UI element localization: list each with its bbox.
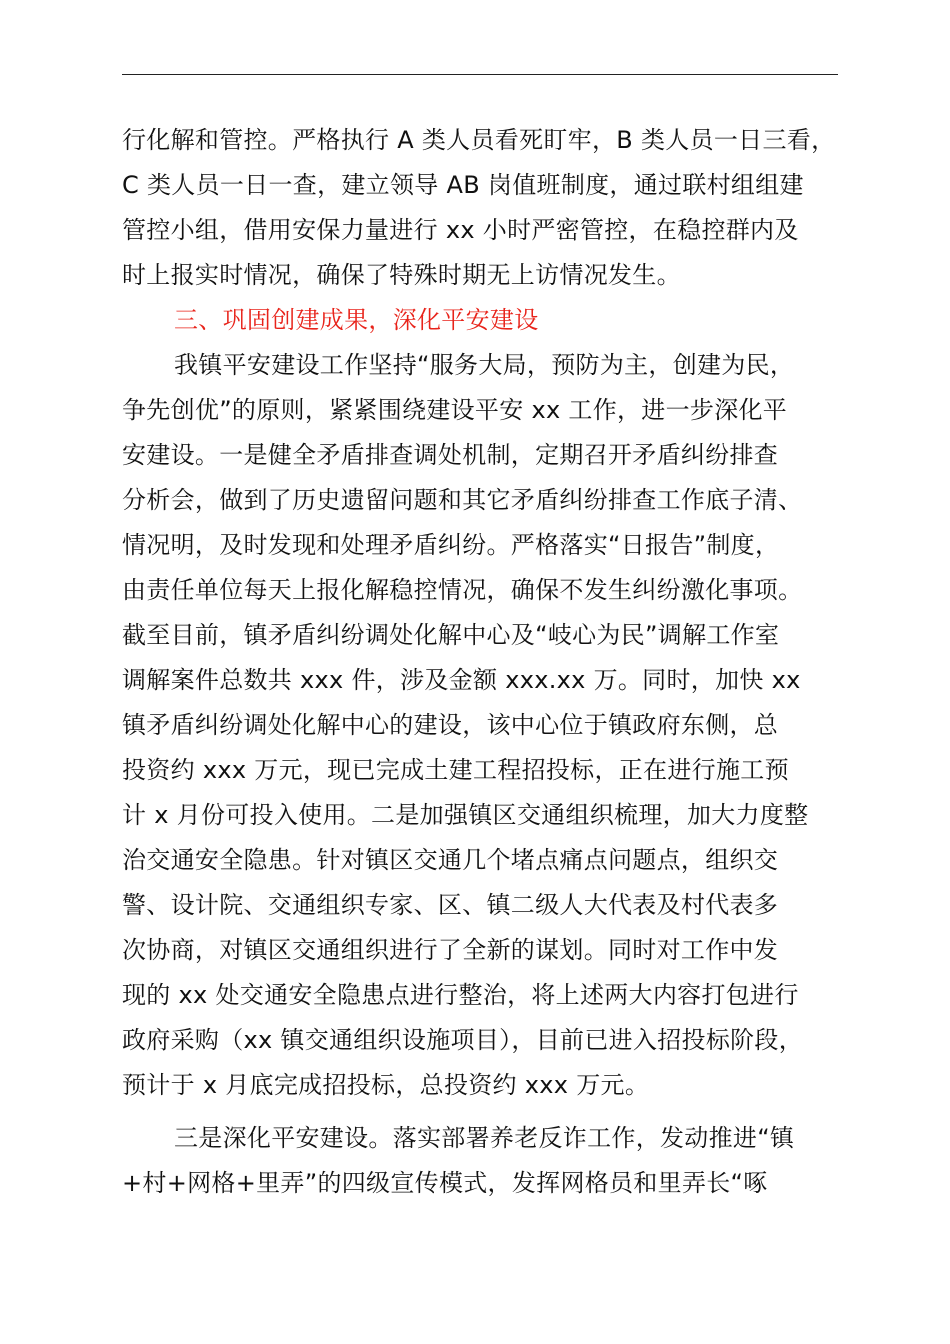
text-line: 次协商，对镇区交通组织进行了全新的谋划。同时对工作中发 <box>122 936 779 964</box>
text-line: 投资约 xxx 万元，现已完成土建工程招投标，正在进行施工预 <box>122 756 789 784</box>
paragraph-start: 三是深化平安建设。落实部署养老反诈工作，发动推进“镇 <box>174 1124 795 1152</box>
text-line: +村+网格+里弄”的四级宣传模式，发挥网格员和里弄长“啄 <box>122 1169 768 1197</box>
text-line: 管控小组，借用安保力量进行 xx 小时严密管控，在稳控群内及 <box>122 216 799 244</box>
text-line: 现的 xx 处交通安全隐患点进行整治，将上述两大内容打包进行 <box>122 981 799 1009</box>
text-line: 调解案件总数共 xxx 件，涉及金额 xxx.xx 万。同时，加快 xx <box>122 666 801 694</box>
text-line: 由责任单位每天上报化解稳控情况，确保不发生纠纷激化事项。 <box>122 576 803 604</box>
header-rule <box>122 74 838 75</box>
text-line: 安建设。一是健全矛盾排查调处机制，定期召开矛盾纠纷排查 <box>122 441 779 469</box>
text-line: 截至目前，镇矛盾纠纷调处化解中心及“岐心为民”调解工作室 <box>122 621 780 649</box>
text-line: 治交通安全隐患。针对镇区交通几个堵点痛点问题点，组织交 <box>122 846 779 874</box>
text-line: 情况明，及时发现和处理矛盾纠纷。严格落实“日报告”制度， <box>122 531 780 559</box>
text-line: 警、设计院、交通组织专家、区、镇二级人大代表及村代表多 <box>122 891 779 919</box>
document-body <box>122 118 862 1206</box>
text-line: 预计于 x 月底完成招投标，总投资约 xxx 万元。 <box>122 1071 650 1099</box>
paragraph-start: 我镇平安建设工作坚持“服务大局，预防为主，创建为民， <box>174 351 795 379</box>
text-line: 行化解和管控。严格执行 A 类人员看死盯牢，B 类人员一日三看， <box>122 126 836 154</box>
section-heading: 三、巩固创建成果，深化平安建设 <box>174 306 539 334</box>
text-line: 镇矛盾纠纷调处化解中心的建设，该中心位于镇政府东侧，总 <box>122 711 779 739</box>
text-line: 时上报实时情况，确保了特殊时期无上访情况发生。 <box>122 261 681 289</box>
text-line: C 类人员一日一查，建立领导 AB 岗值班制度，通过联村组组建 <box>122 171 804 199</box>
text-line: 分析会，做到了历史遗留问题和其它矛盾纠纷排查工作底子清、 <box>122 486 803 514</box>
text-line: 计 x 月份可投入使用。二是加强镇区交通组织梳理，加大力度整 <box>122 801 809 829</box>
text-line: 政府采购（xx 镇交通组织设施项目），目前已进入招投标阶段， <box>122 1026 804 1054</box>
text-line: 争先创优”的原则，紧紧围绕建设平安 xx 工作，进一步深化平 <box>122 396 788 424</box>
